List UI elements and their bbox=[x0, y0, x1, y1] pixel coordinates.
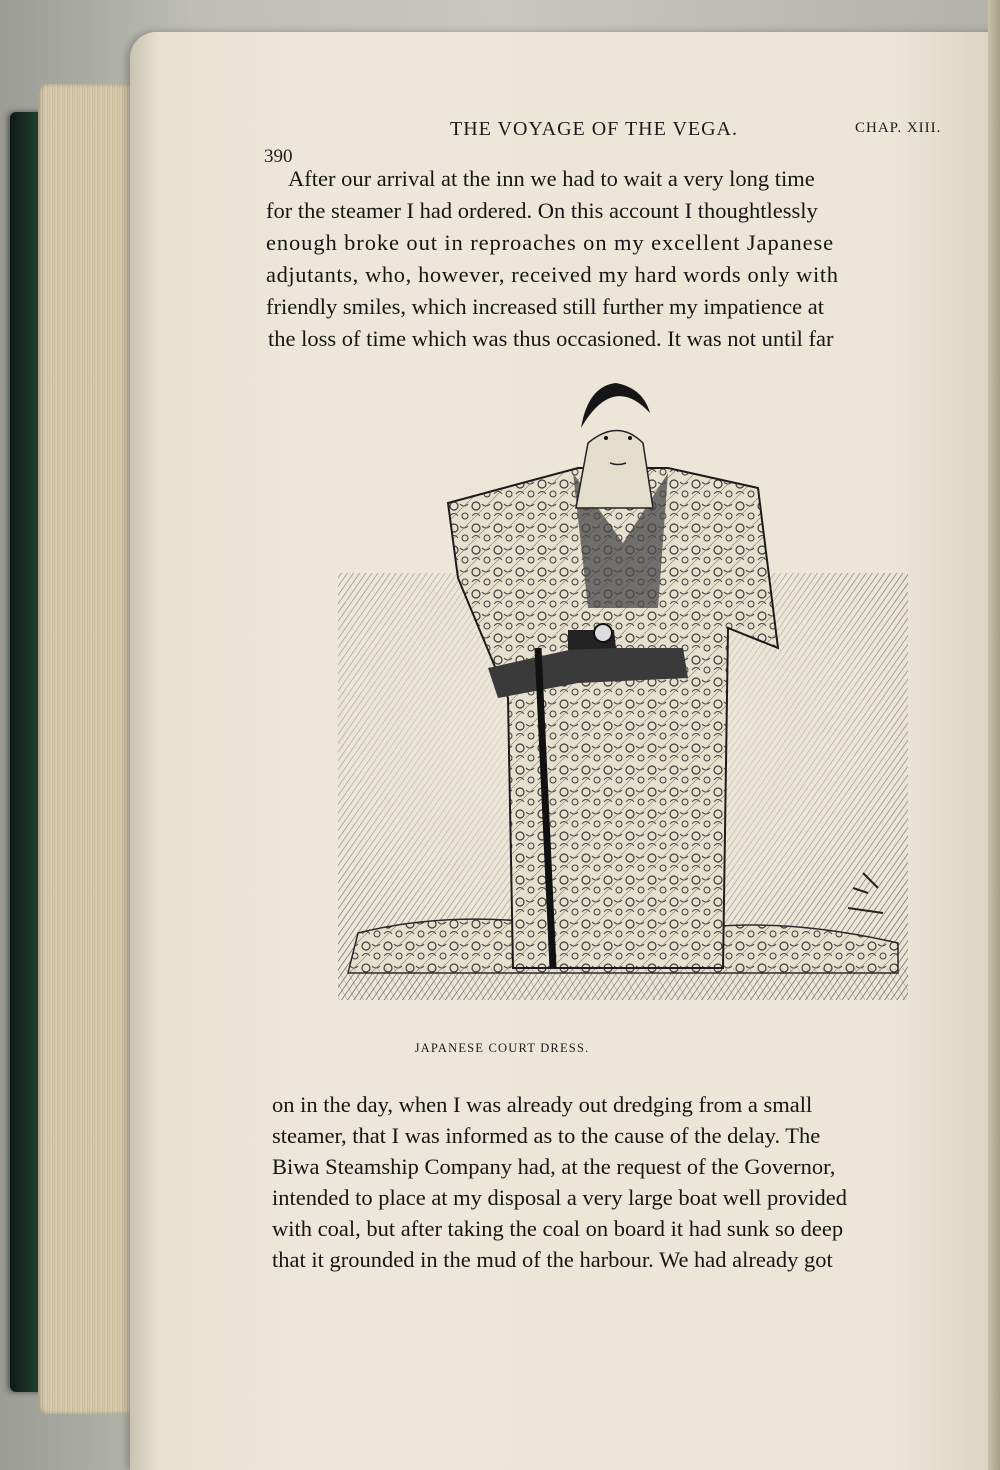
text-line: with coal, but after taking the coal on board it had sunk so deep bbox=[272, 1216, 844, 1241]
facing-page-edge bbox=[988, 0, 1000, 1470]
text-line: After our arrival at the inn we had to wait a very long time bbox=[288, 166, 815, 191]
figure-caption bbox=[0, 1041, 1000, 1056]
text-line: that it grounded in the mud of the harbour. We had already got bbox=[272, 1247, 833, 1272]
text-line: steamer, that I was informed as to the cause of the delay. The bbox=[272, 1123, 821, 1148]
text-line: the loss of time which was thus occasioned. It was not until far bbox=[268, 326, 834, 351]
text-line: friendly smiles, which increased still further my impatience at bbox=[266, 294, 824, 319]
text-line: enough broke out in reproaches on my excellent Japanese bbox=[266, 230, 835, 255]
page-number: 390 bbox=[264, 146, 293, 167]
page-edges bbox=[38, 84, 138, 1414]
text-line: for the steamer I had ordered. On this account I thoughtlessly bbox=[266, 198, 818, 223]
figure-caption-text: JAPANESE COURT DRESS. bbox=[414, 1041, 590, 1055]
court-dress-engraving bbox=[338, 368, 908, 1000]
text-line: Biwa Steamship Company had, at the request of the Governor, bbox=[272, 1154, 836, 1179]
text-line: on in the day, when I was already out dredging from a small bbox=[272, 1092, 813, 1117]
text-line: adjutants, who, however, received my hard words only with bbox=[266, 262, 839, 287]
chapter-label: CHAP. XIII. bbox=[855, 120, 942, 136]
text-line: intended to place at my disposal a very large boat well provided bbox=[272, 1185, 848, 1210]
running-head: THE VOYAGE OF THE VEGA. bbox=[450, 118, 738, 140]
